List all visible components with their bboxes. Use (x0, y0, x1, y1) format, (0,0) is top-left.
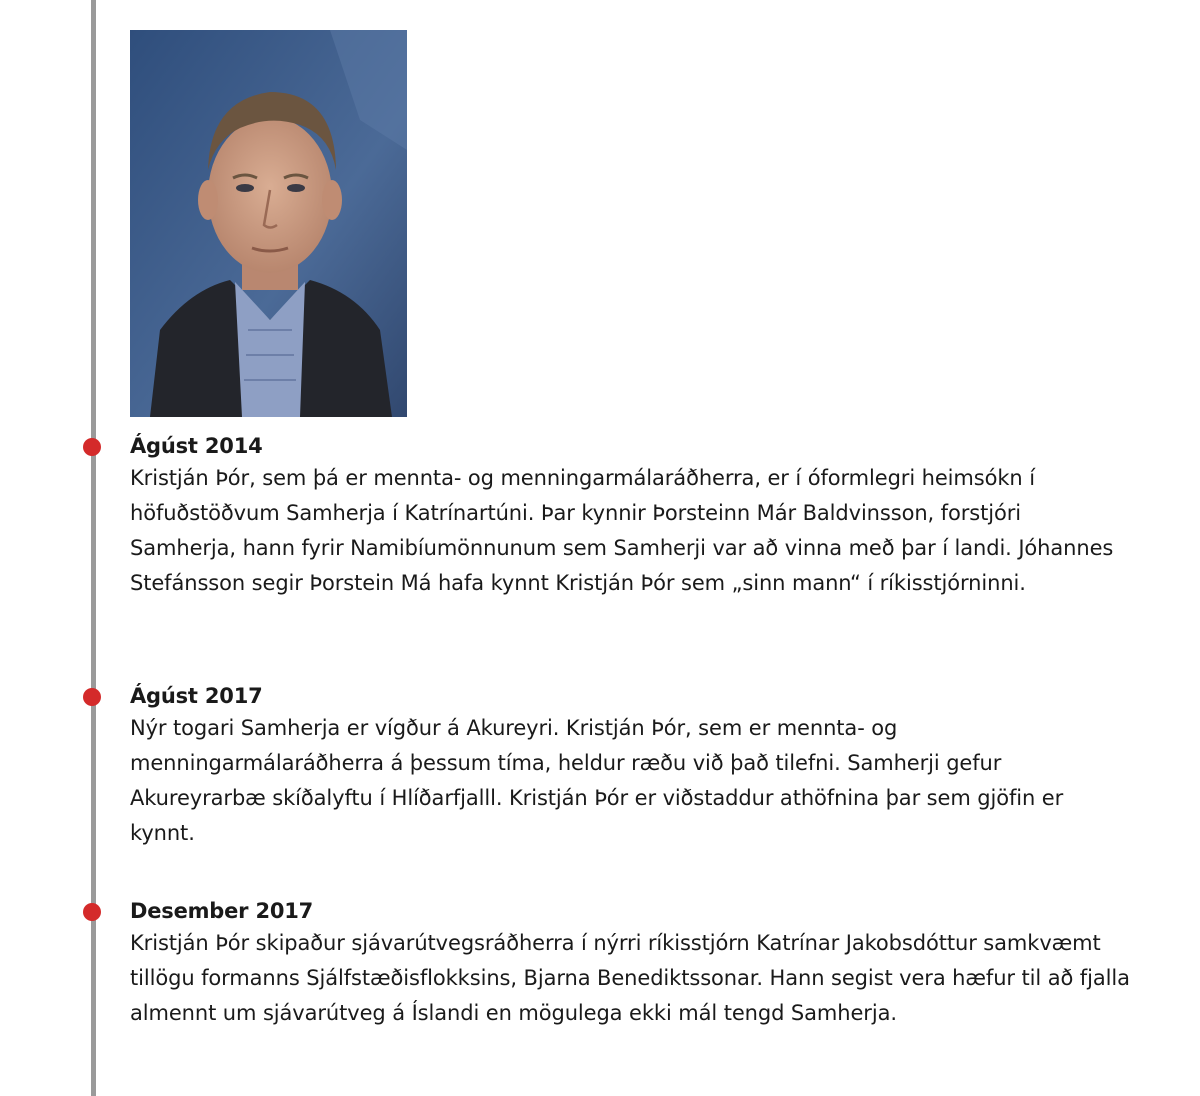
timeline-entry (130, 896, 1130, 1031)
entry-date: Ágúst 2017 (130, 684, 263, 708)
timeline-line (91, 0, 96, 1096)
entry-text: Kristján Þór, sem þá er mennta- og menningarmálaráðherra, er í óformlegri heimsókn í höfuðstöðvum Samherja í Katrínartúni. Þar kynnir Þorsteinn Már Baldvinsson, forstjóri Samherja, hann fyrir Namibíumönnunum sem Samherji var að vinna með þar í landi. Jóhannes Stefánsson segir Þorstein Má hafa kynnt Kristján Þór sem „sinn mann“ í ríkisstjórninni. (130, 466, 1114, 595)
timeline-dot-icon (83, 903, 101, 921)
portrait-photo (130, 30, 407, 417)
timeline-entry (130, 681, 1130, 851)
entry-text: Nýr togari Samherja er vígður á Akureyri. Kristján Þór, sem er mennta- og menningarmálaráðherra á þessum tíma, heldur ræðu við það tilefni. Samherji gefur Akureyrarbæ skíðalyftu í Hlíðarfjalll. Kristján Þór er viðstaddur athöfnina þar sem gjöfin er kynnt. (130, 716, 1064, 845)
timeline-dot-icon (83, 688, 101, 706)
timeline-dot-icon (83, 438, 101, 456)
entry-text: Kristján Þór skipaður sjávarútvegsráðherra í nýrri ríkisstjórn Katrínar Jakobsdóttur samkvæmt tillögu formanns Sjálfstæðisflokksins, Bjarna Benediktssonar. Hann segist vera hæfur til að fjalla almennt um sjávarútveg á Íslandi en mögulega ekki mál tengd Samherja. (130, 931, 1130, 1025)
portrait-photo-icon (130, 30, 407, 417)
timeline-entry (130, 431, 1130, 601)
entry-date: Desember 2017 (130, 899, 314, 923)
entry-date: Ágúst 2014 (130, 434, 263, 458)
